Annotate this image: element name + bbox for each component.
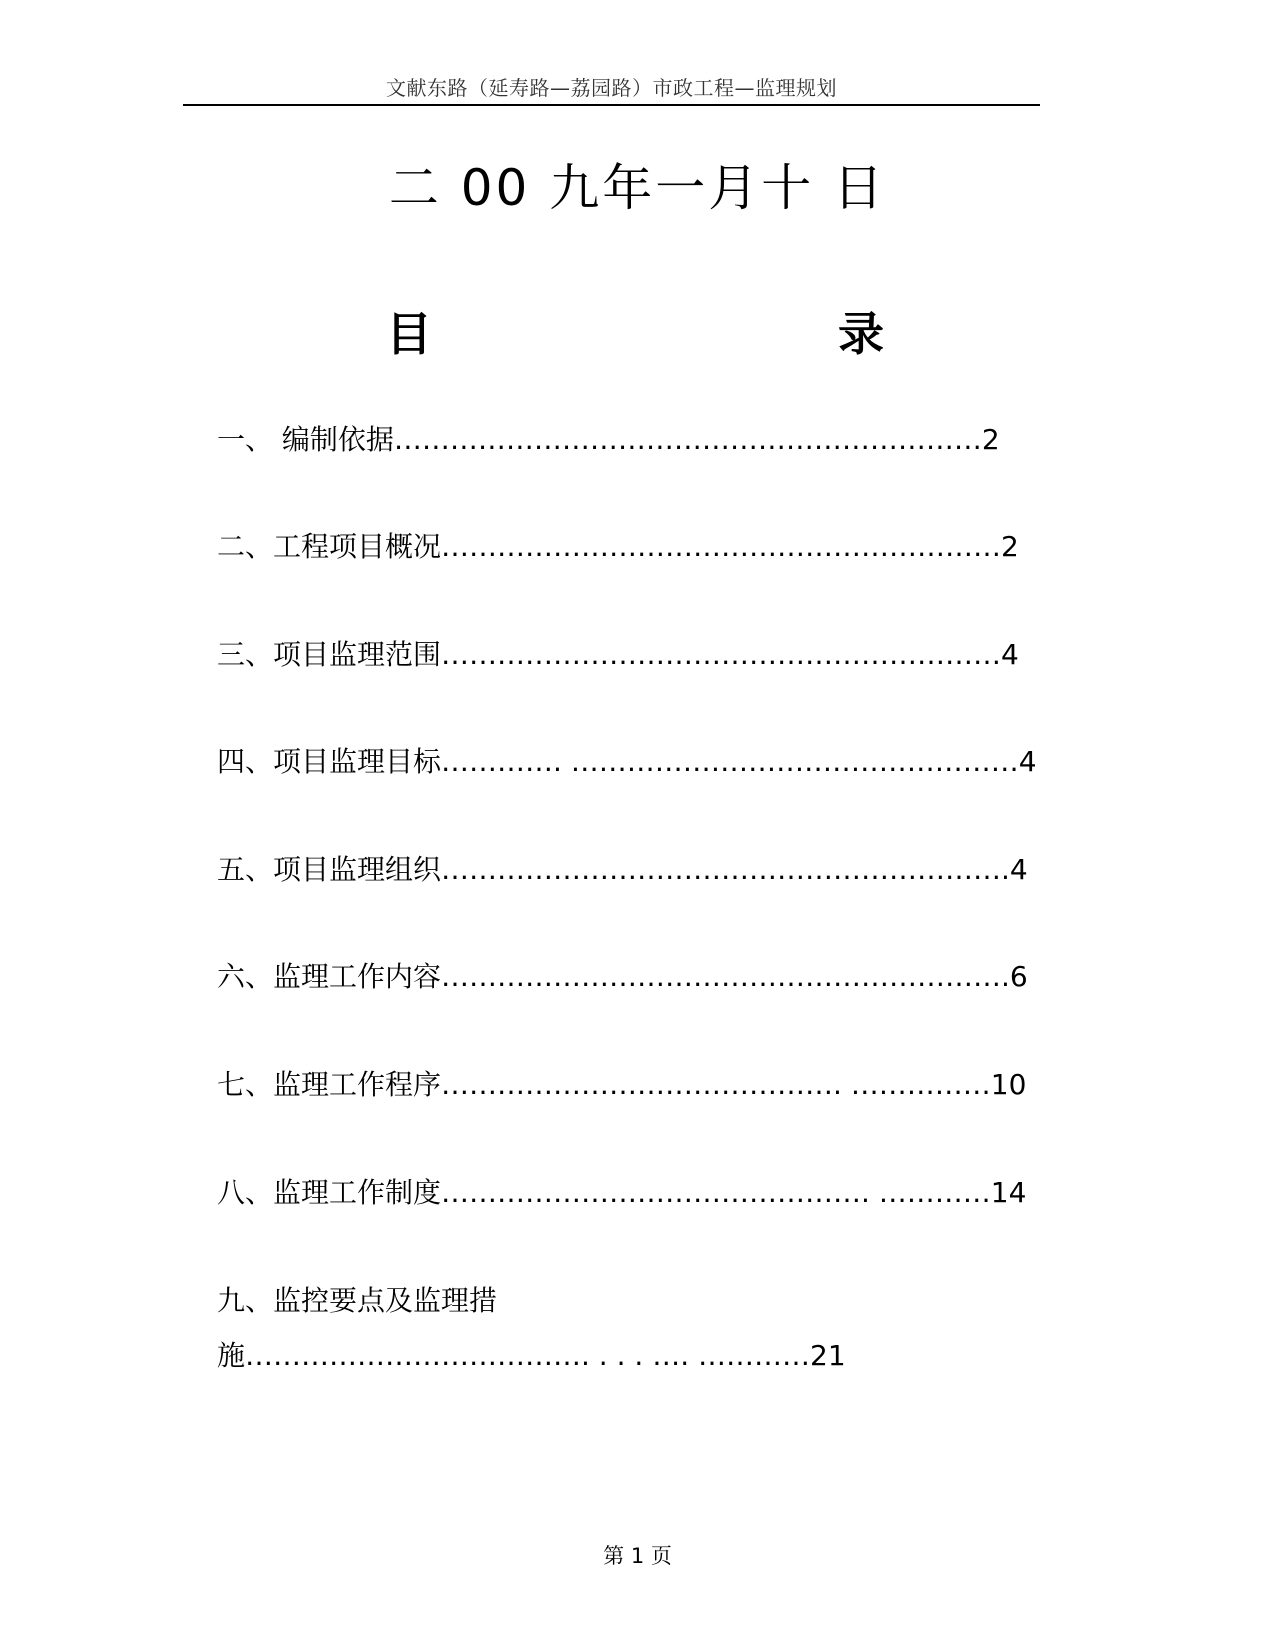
- toc-entry[interactable]: 三、项目监理范围……………………………………………………4: [217, 638, 1019, 671]
- toc-title-right: 录: [838, 307, 884, 361]
- toc-entry-continued[interactable]: 施………………………………. . . . …. …………21: [217, 1339, 846, 1372]
- toc-entry[interactable]: 六、监理工作内容…………………………………………………….6: [217, 960, 1028, 993]
- toc-entry[interactable]: 一、 编制依据………………………………………………………2: [217, 423, 1000, 456]
- toc-entry[interactable]: 五、项目监理组织…………………………………………………….4: [217, 853, 1028, 886]
- toc-entry[interactable]: 八、监理工作制度………………………………………. …………14: [217, 1176, 1027, 1209]
- toc-entry[interactable]: 九、监控要点及监理措: [217, 1284, 498, 1317]
- running-header: 文献东路（延寿路—荔园路）市政工程—监理规划: [386, 76, 837, 100]
- toc-title-left: 目: [386, 307, 432, 361]
- toc-entry[interactable]: 四、项目监理目标…………. …………………………………………4: [217, 745, 1037, 778]
- toc-entry[interactable]: 七、监理工作程序……………………………………. ……………10: [217, 1068, 1027, 1101]
- toc-entry[interactable]: 二、工程项目概况……………………………………………………2: [217, 530, 1019, 563]
- header-divider: [183, 104, 1040, 106]
- document-date: 二 00 九年一月十 日: [388, 159, 887, 217]
- page-number: 第 1 页: [603, 1544, 672, 1568]
